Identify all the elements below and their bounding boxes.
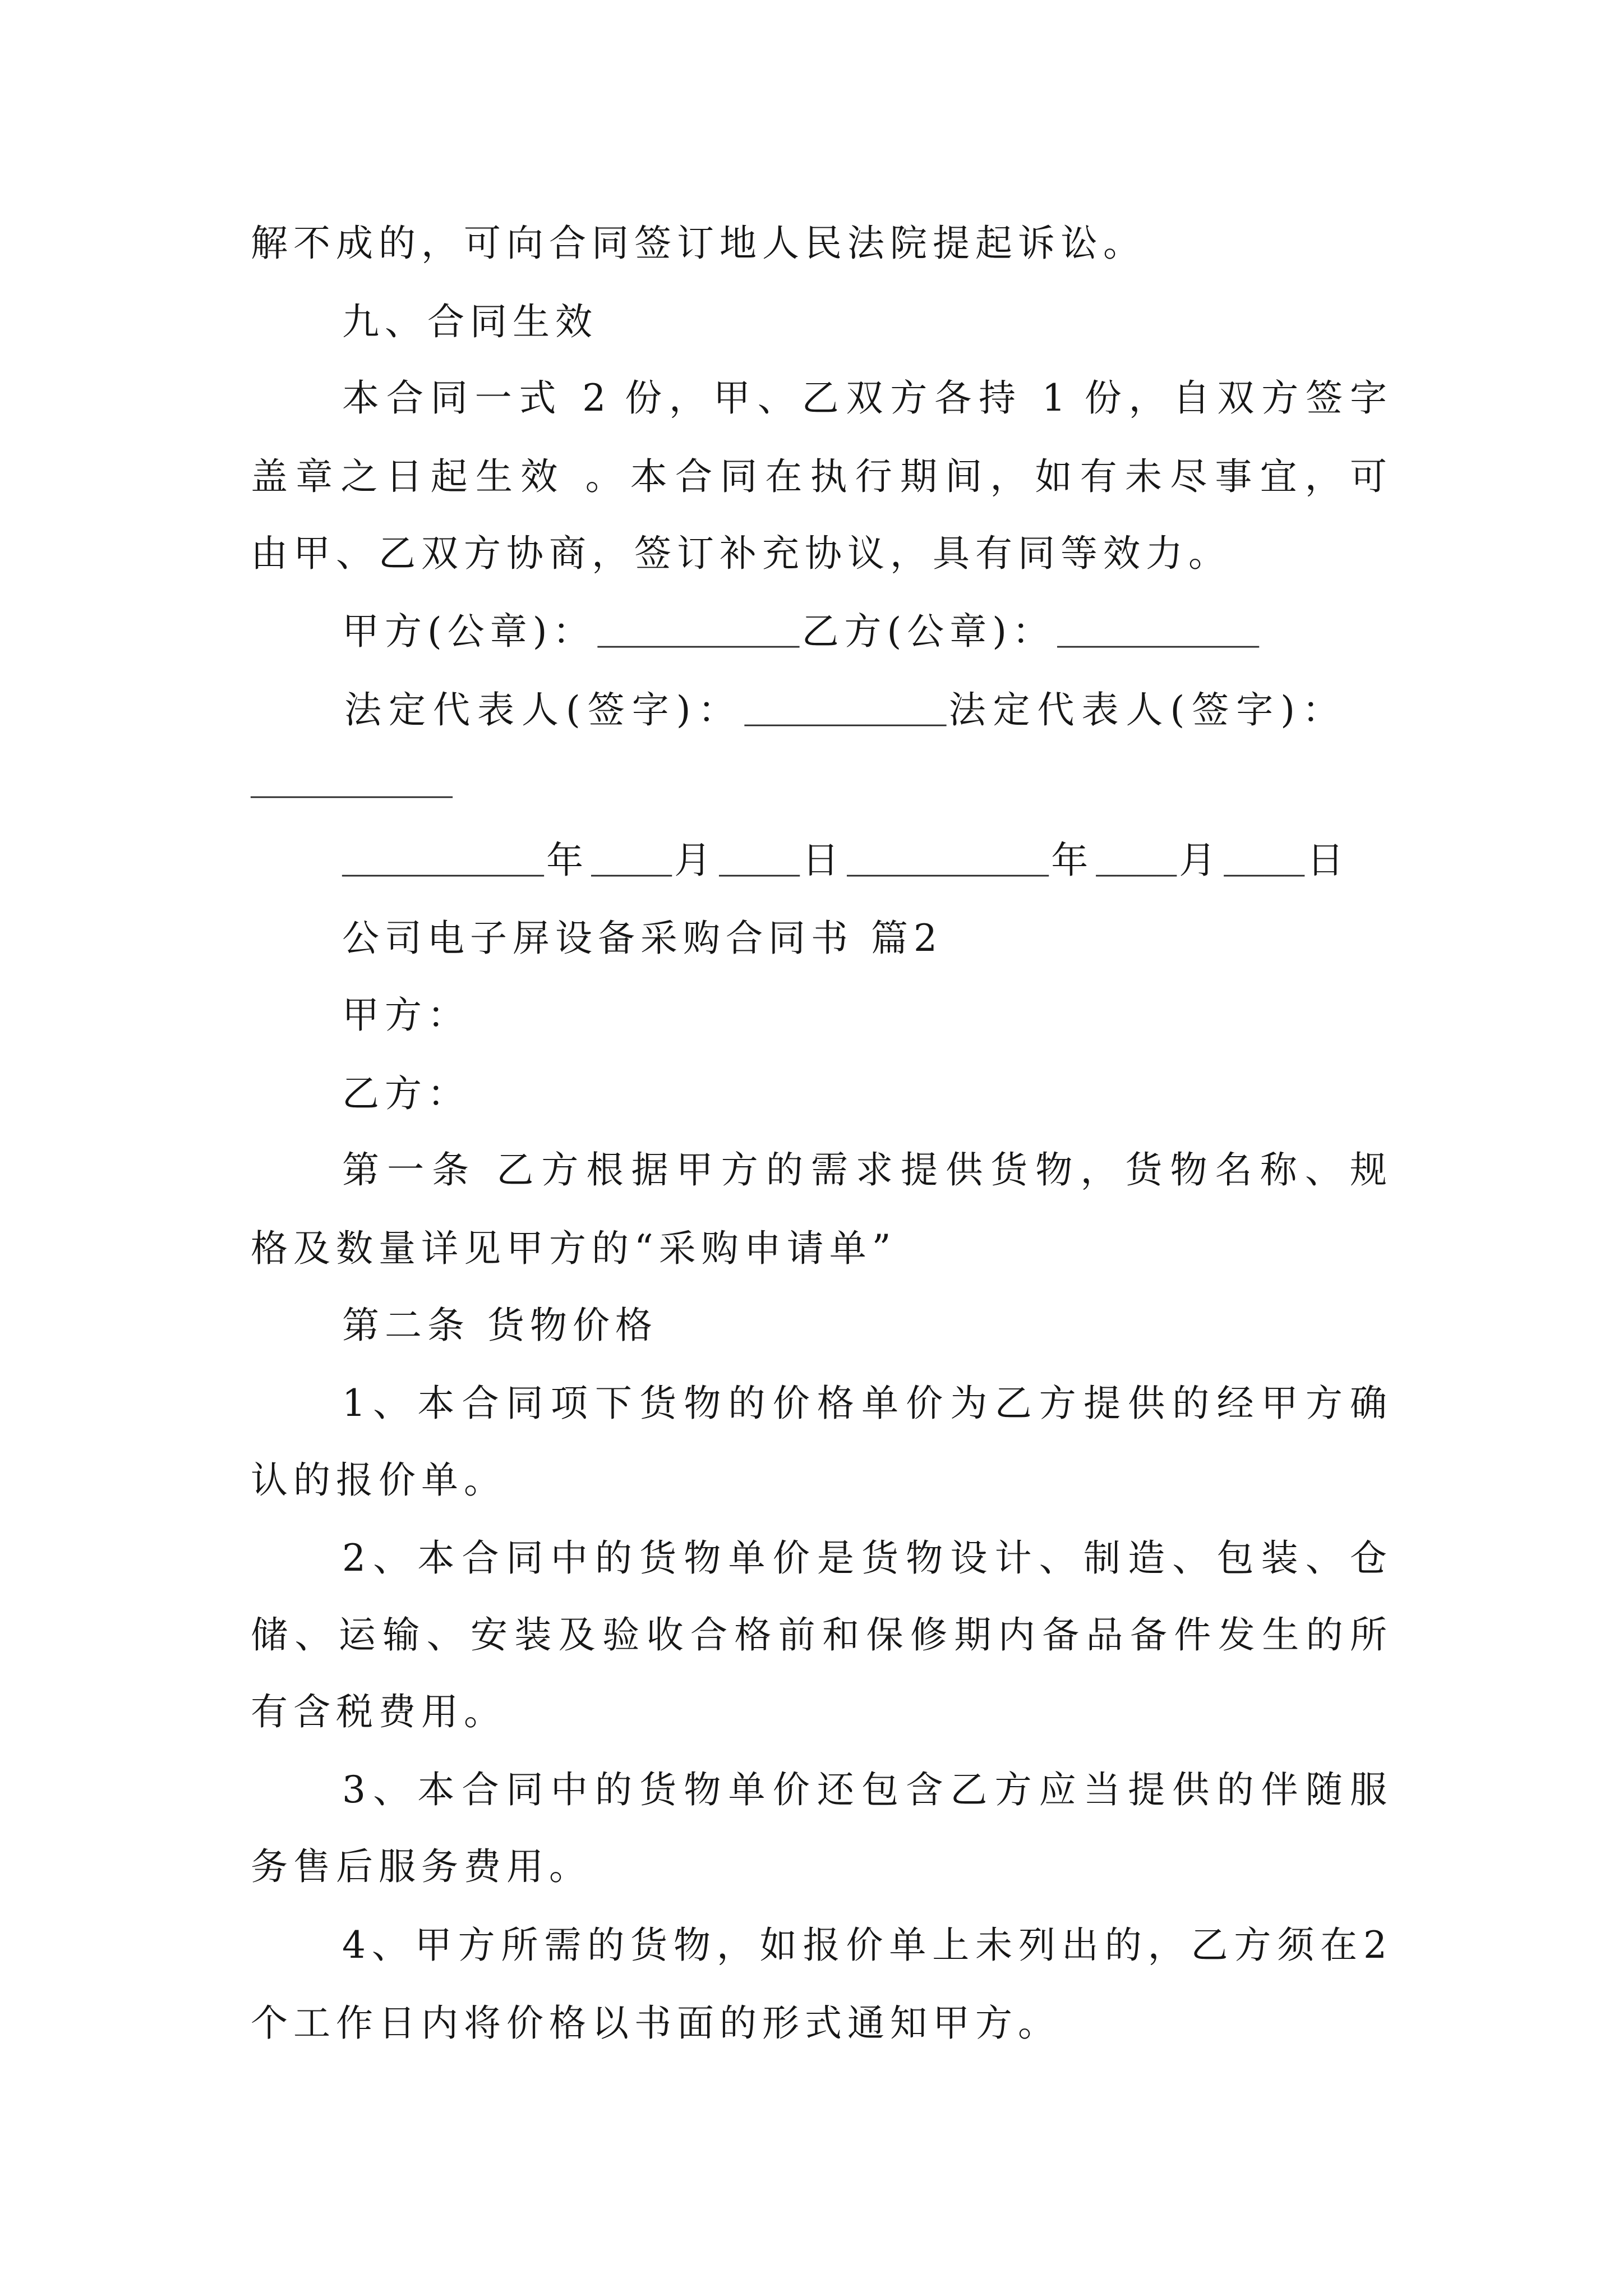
day-label: 日 <box>802 839 845 882</box>
signature-blank: __________ <box>251 767 453 805</box>
signature-blank: __________ <box>1057 616 1260 655</box>
party-a-line: 甲方： <box>342 993 470 1037</box>
date-blank: ____ <box>1224 845 1305 884</box>
paragraph-line: 由甲、乙双方协商，签订补充协议，具有同等效力。 <box>251 532 1231 575</box>
paragraph-line: 第一条 乙方根据甲方的需求提供货物，货物名称、规 <box>342 1148 1387 1191</box>
paragraph-line: 盖章之日起生效 。本合同在执行期间，如有未尽事宜，可 <box>251 455 1387 498</box>
contract-title: 公司电子屏设备采购合同书 篇2 <box>342 917 943 960</box>
clause-line: 3、本合同中的货物单价还包含乙方应当提供的伴随服 <box>342 1768 1387 1811</box>
date-blank: __________ <box>847 845 1049 884</box>
clause-line: 4、甲方所需的货物，如报价单上未列出的，乙方须在2 <box>342 1924 1387 1967</box>
month-label: 月 <box>674 839 717 882</box>
party-a-rep-label: 法定代表人(签字)： <box>344 688 743 731</box>
clause-line: 有含税费用。 <box>251 1690 506 1733</box>
day-label: 日 <box>1307 839 1350 882</box>
date-blank: ____ <box>591 845 672 884</box>
month-label: 月 <box>1179 839 1222 882</box>
paragraph-line: 格及数量详见甲方的“采购申请单” <box>251 1227 897 1270</box>
section-heading: 第二条 货物价格 <box>342 1304 658 1347</box>
paragraph-line: 本合同一式 2 份，甲、乙双方各持 1 份，自双方签字 <box>342 376 1387 420</box>
signature-blank: __________ <box>597 616 800 655</box>
clause-line: 1、本合同项下货物的价格单价为乙方提供的经甲方确 <box>342 1382 1387 1425</box>
date-blank: ____ <box>1096 845 1177 884</box>
year-label: 年 <box>546 839 589 882</box>
party-b-rep-label: 法定代表人(签字)： <box>948 688 1347 731</box>
section-heading: 九、合同生效 <box>342 300 598 343</box>
year-label: 年 <box>1051 839 1094 882</box>
party-b-line: 乙方： <box>342 1072 470 1115</box>
clause-line: 2、本合同中的货物单价是货物设计、制造、包装、仓 <box>342 1536 1387 1580</box>
signature-rep-continuation <box>251 743 455 825</box>
clause-line: 个工作日内将价格以书面的形式通知甲方。 <box>251 2001 1061 2045</box>
party-b-seal-label: 乙方(公章)： <box>801 610 1055 653</box>
paragraph-line: 解不成的，可向合同签订地人民法院提起诉讼。 <box>251 222 1146 265</box>
date-blank: ____ <box>719 845 800 884</box>
date-row <box>342 822 1349 903</box>
signature-seal-row <box>342 593 1261 674</box>
signature-rep-row <box>344 671 1347 753</box>
signature-blank: __________ <box>744 695 947 733</box>
date-blank: __________ <box>342 845 545 884</box>
party-a-seal-label: 甲方(公章)： <box>342 610 596 653</box>
clause-line: 务售后服务费用。 <box>251 1845 592 1888</box>
clause-line: 储、运输、安装及验收合格前和保修期内备品备件发生的所 <box>251 1613 1387 1657</box>
clause-line: 认的报价单。 <box>251 1458 506 1502</box>
